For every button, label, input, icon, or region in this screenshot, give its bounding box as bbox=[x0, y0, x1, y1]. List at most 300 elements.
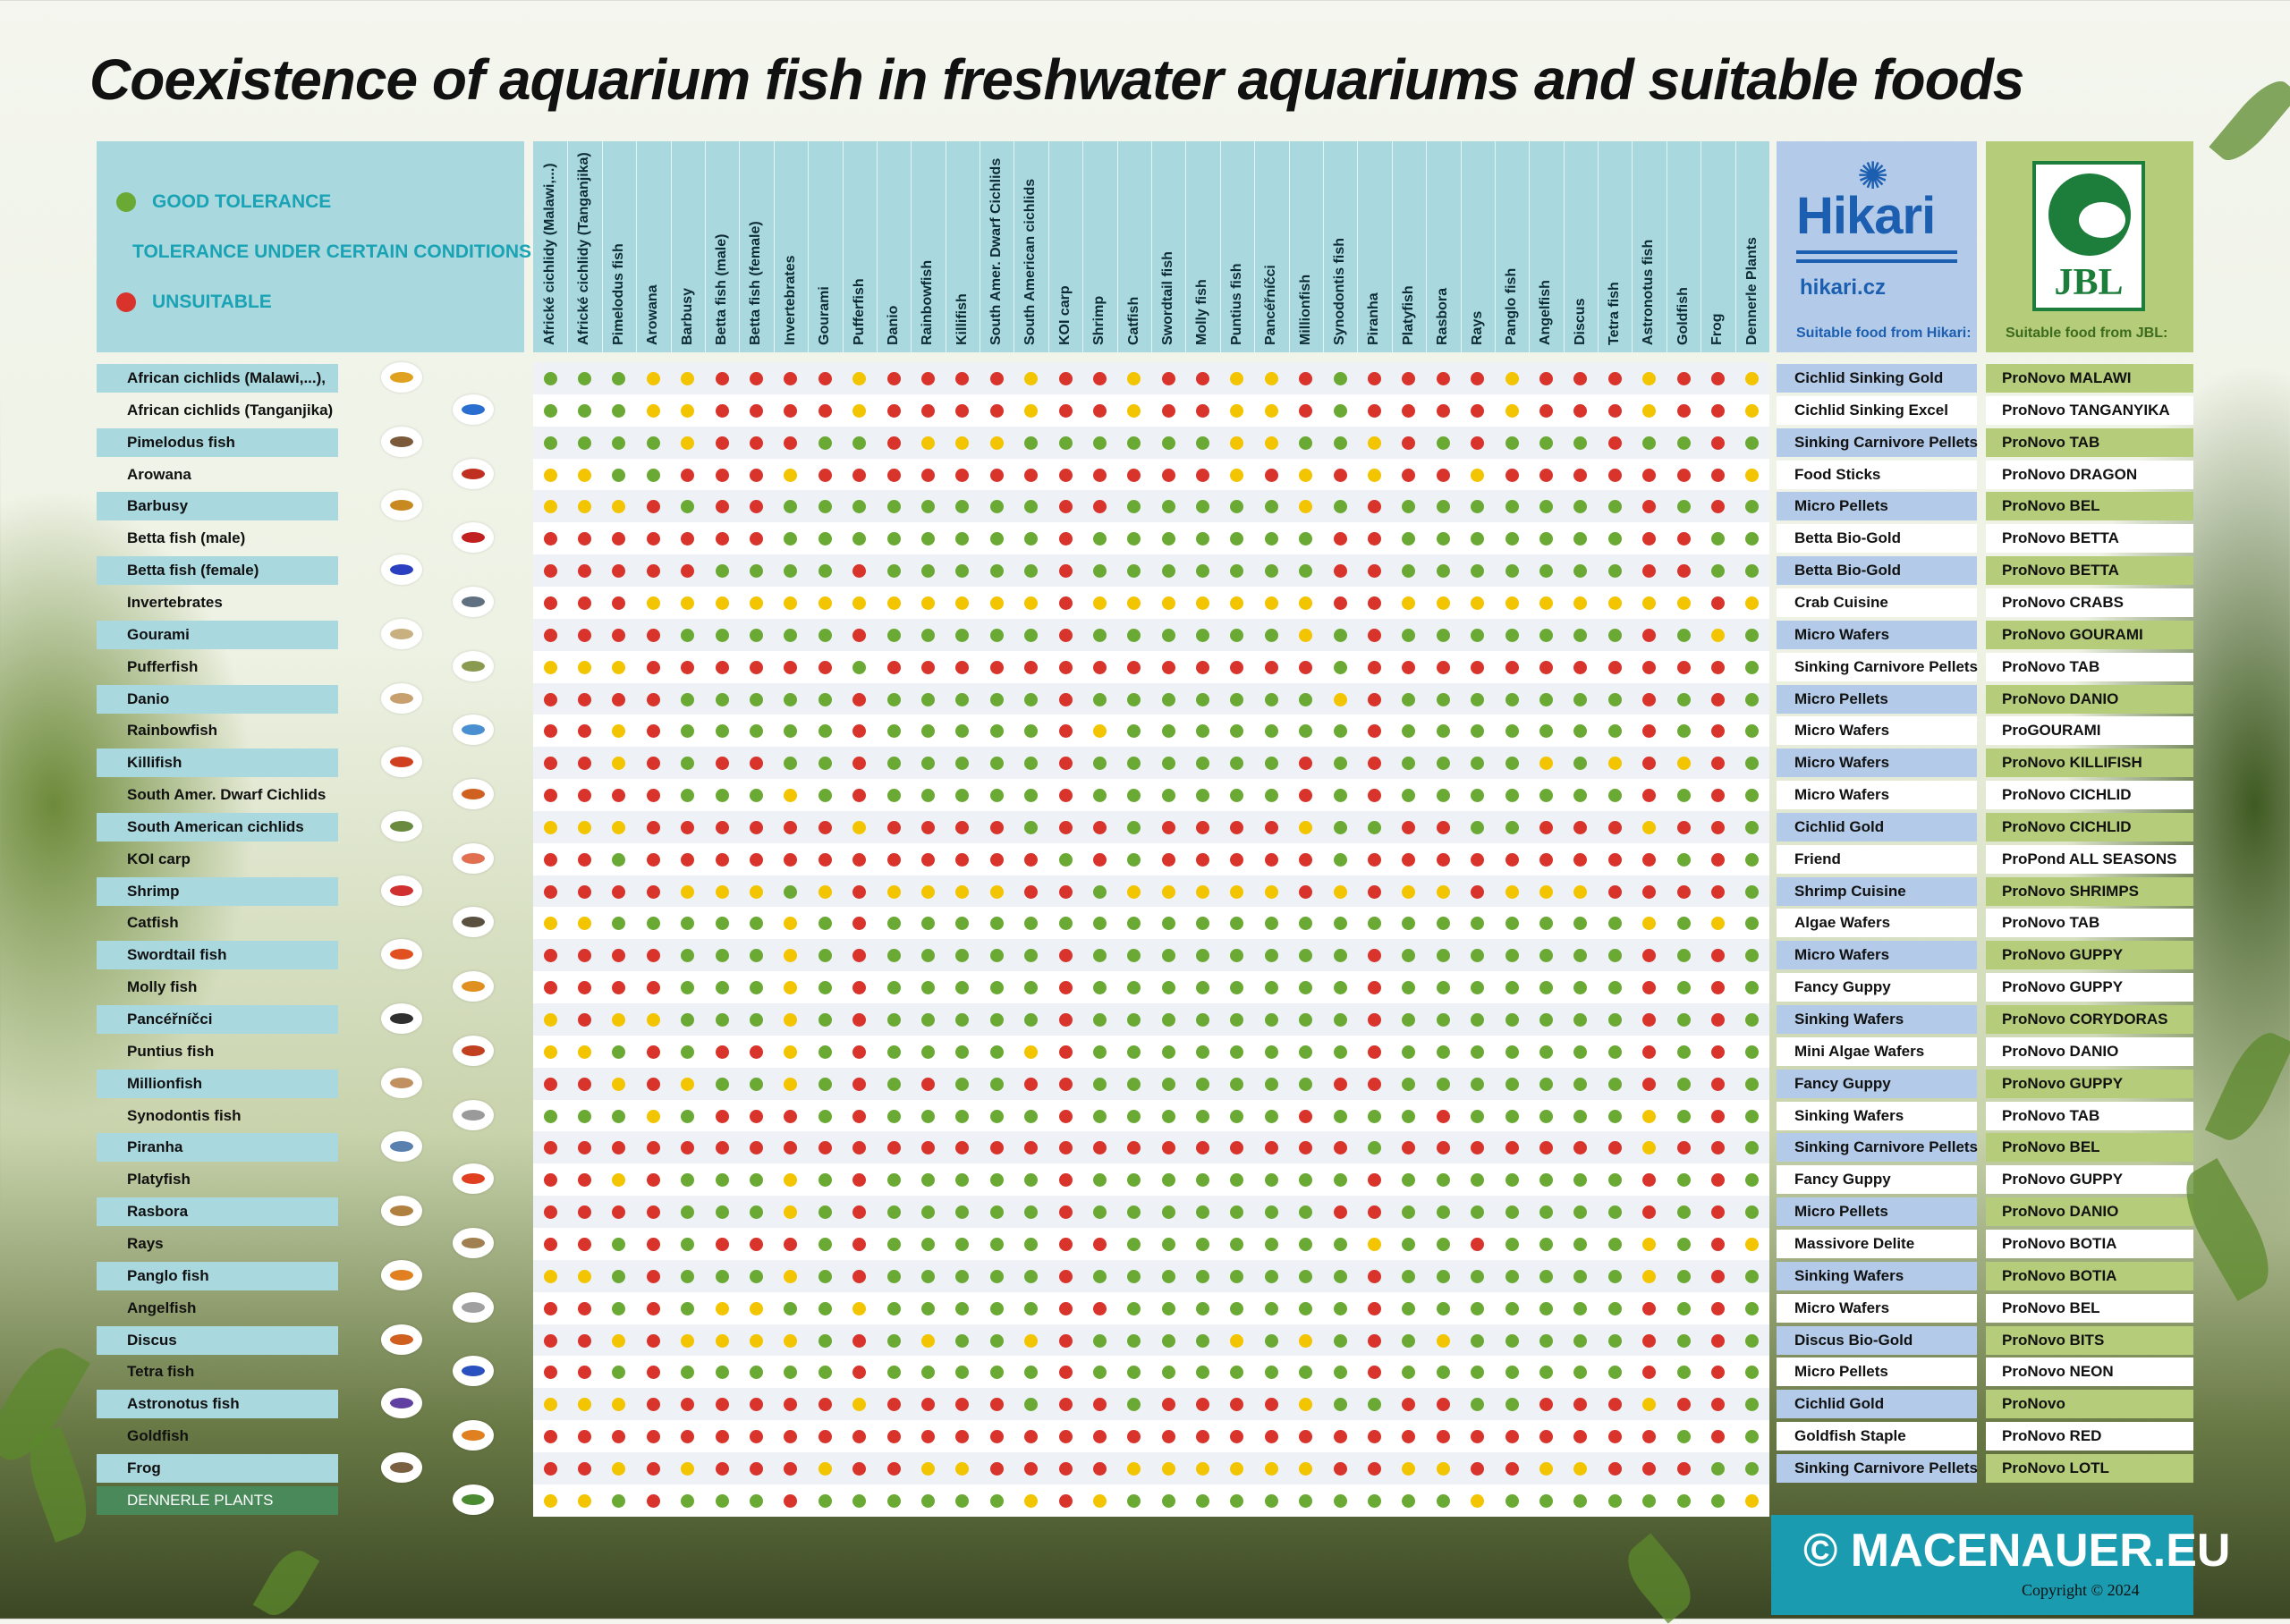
tolerance-dot bbox=[1299, 724, 1312, 738]
tolerance-dot bbox=[1471, 853, 1484, 867]
tolerance-dot bbox=[955, 885, 969, 899]
tolerance-dot bbox=[1196, 1173, 1209, 1187]
tolerance-dot bbox=[612, 853, 625, 867]
tolerance-dot bbox=[1608, 1045, 1622, 1059]
tolerance-dot bbox=[1642, 1045, 1656, 1059]
tolerance-dot bbox=[1368, 1398, 1381, 1411]
tolerance-dot bbox=[955, 596, 969, 610]
tolerance-dot bbox=[1471, 1238, 1484, 1251]
tolerance-dot bbox=[1265, 1173, 1278, 1187]
column-header: Rays bbox=[1469, 310, 1485, 345]
tolerance-dot bbox=[681, 1270, 694, 1283]
tolerance-dot bbox=[1402, 1013, 1415, 1027]
tolerance-dot bbox=[1230, 1398, 1243, 1411]
tolerance-dot bbox=[1402, 693, 1415, 706]
tolerance-dot bbox=[990, 789, 1004, 802]
tolerance-dot bbox=[887, 917, 901, 930]
compatibility-cells bbox=[533, 683, 1769, 715]
tolerance-dot bbox=[1471, 1366, 1484, 1379]
tolerance-dot bbox=[1162, 596, 1175, 610]
tolerance-dot bbox=[818, 885, 832, 899]
tolerance-dot bbox=[1539, 1205, 1553, 1219]
tolerance-dot bbox=[818, 1013, 832, 1027]
tolerance-dot bbox=[1230, 1205, 1243, 1219]
compatibility-cells bbox=[533, 1228, 1769, 1260]
tolerance-dot bbox=[1334, 981, 1347, 994]
tolerance-dot bbox=[852, 1334, 866, 1348]
tolerance-dot bbox=[612, 757, 625, 770]
tolerance-dot bbox=[1265, 757, 1278, 770]
tolerance-dot bbox=[1608, 1110, 1622, 1123]
tolerance-dot bbox=[1573, 821, 1587, 834]
tolerance-dot bbox=[955, 1302, 969, 1315]
tolerance-dot bbox=[887, 1045, 901, 1059]
tolerance-dot bbox=[681, 1205, 694, 1219]
tolerance-dot bbox=[1677, 661, 1691, 674]
tolerance-dot bbox=[1299, 1078, 1312, 1091]
tolerance-dot bbox=[681, 372, 694, 385]
tolerance-dot bbox=[1230, 1302, 1243, 1315]
hikari-food: Food Sticks bbox=[1777, 461, 1977, 489]
tolerance-dot bbox=[852, 469, 866, 482]
tolerance-dot bbox=[1024, 596, 1038, 610]
tolerance-dot bbox=[1196, 885, 1209, 899]
tolerance-dot bbox=[818, 1494, 832, 1508]
tolerance-dot bbox=[1573, 1110, 1587, 1123]
tolerance-dot bbox=[784, 372, 797, 385]
tolerance-dot bbox=[681, 404, 694, 418]
tolerance-dot bbox=[578, 1302, 591, 1315]
tolerance-dot bbox=[1334, 1366, 1347, 1379]
tolerance-dot bbox=[852, 404, 866, 418]
tolerance-dot bbox=[852, 1173, 866, 1187]
tolerance-dot bbox=[1093, 821, 1107, 834]
tolerance-dot bbox=[1265, 1302, 1278, 1315]
tolerance-dot bbox=[1368, 1430, 1381, 1443]
tolerance-dot bbox=[1093, 596, 1107, 610]
tolerance-dot bbox=[1677, 1141, 1691, 1155]
fish-icon bbox=[381, 554, 422, 585]
tolerance-dot bbox=[1162, 1238, 1175, 1251]
tolerance-dot bbox=[1265, 404, 1278, 418]
tolerance-dot bbox=[784, 949, 797, 962]
tolerance-dot bbox=[887, 1078, 901, 1091]
tolerance-dot bbox=[612, 1110, 625, 1123]
table-row bbox=[97, 394, 2193, 427]
jbl-food: ProNovo DANIO bbox=[1986, 685, 2193, 714]
tolerance-dot bbox=[716, 532, 729, 546]
tolerance-dot bbox=[1573, 1205, 1587, 1219]
tolerance-dot bbox=[990, 949, 1004, 962]
tolerance-dot bbox=[1745, 629, 1759, 642]
tolerance-dot bbox=[784, 1430, 797, 1443]
tolerance-dot bbox=[1230, 372, 1243, 385]
tolerance-dot bbox=[1402, 1238, 1415, 1251]
tolerance-dot bbox=[1196, 1078, 1209, 1091]
hikari-caption: Suitable food from Hikari: bbox=[1796, 326, 1972, 341]
tolerance-dot bbox=[887, 757, 901, 770]
tolerance-dot bbox=[1402, 724, 1415, 738]
tolerance-dot bbox=[921, 1141, 935, 1155]
tolerance-dot bbox=[1265, 1398, 1278, 1411]
column-header: Danio bbox=[885, 305, 901, 345]
tolerance-dot bbox=[1162, 1141, 1175, 1155]
tolerance-dot bbox=[578, 1430, 591, 1443]
tolerance-dot bbox=[750, 1078, 763, 1091]
hikari-food: Cichlid Gold bbox=[1777, 813, 1977, 842]
tolerance-dot bbox=[681, 1078, 694, 1091]
jbl-food: ProNovo CRABS bbox=[1986, 588, 2193, 617]
jbl-food: ProNovo GUPPY bbox=[1986, 1165, 2193, 1194]
tolerance-dot bbox=[612, 1334, 625, 1348]
column-header: Platyfish bbox=[1400, 285, 1416, 345]
tolerance-dot bbox=[1539, 724, 1553, 738]
tolerance-dot bbox=[1368, 1366, 1381, 1379]
tolerance-dot bbox=[1127, 1141, 1141, 1155]
tolerance-dot bbox=[1437, 757, 1450, 770]
tolerance-dot bbox=[818, 372, 832, 385]
tolerance-dot bbox=[1573, 1494, 1587, 1508]
tolerance-dot bbox=[1573, 949, 1587, 962]
tolerance-dot bbox=[681, 1430, 694, 1443]
tolerance-dot bbox=[784, 1045, 797, 1059]
tolerance-dot bbox=[1368, 1078, 1381, 1091]
tolerance-dot bbox=[647, 853, 660, 867]
tolerance-dot bbox=[784, 661, 797, 674]
tolerance-dot bbox=[1402, 500, 1415, 513]
tolerance-dot bbox=[1642, 661, 1656, 674]
tolerance-dot bbox=[1162, 532, 1175, 546]
tolerance-dot bbox=[1334, 885, 1347, 899]
tolerance-dot bbox=[1024, 1494, 1038, 1508]
tolerance-dot bbox=[1402, 532, 1415, 546]
species-name: Pufferfish bbox=[127, 657, 199, 675]
tolerance-dot bbox=[1642, 1110, 1656, 1123]
tolerance-dot bbox=[1299, 469, 1312, 482]
tolerance-dot bbox=[1745, 469, 1759, 482]
tolerance-dot bbox=[578, 1013, 591, 1027]
fish-icon bbox=[381, 619, 422, 649]
tolerance-dot bbox=[681, 500, 694, 513]
tolerance-dot bbox=[784, 629, 797, 642]
tolerance-dot bbox=[1677, 469, 1691, 482]
tolerance-dot bbox=[612, 1366, 625, 1379]
tolerance-dot bbox=[544, 1398, 557, 1411]
tolerance-dot bbox=[887, 1462, 901, 1476]
tolerance-dot bbox=[1711, 1430, 1725, 1443]
tolerance-dot bbox=[1162, 1430, 1175, 1443]
tolerance-dot bbox=[784, 1398, 797, 1411]
tolerance-dot bbox=[1539, 469, 1553, 482]
tolerance-dot bbox=[1677, 757, 1691, 770]
tolerance-dot bbox=[612, 724, 625, 738]
tolerance-dot bbox=[1471, 564, 1484, 578]
tolerance-dot bbox=[887, 1205, 901, 1219]
compatibility-cells bbox=[533, 939, 1769, 971]
tolerance-dot bbox=[784, 1110, 797, 1123]
tolerance-dot bbox=[1230, 629, 1243, 642]
tolerance-dot bbox=[1539, 1366, 1553, 1379]
tolerance-dot bbox=[1024, 1110, 1038, 1123]
tolerance-dot bbox=[1093, 372, 1107, 385]
tolerance-dot bbox=[681, 1173, 694, 1187]
tolerance-dot bbox=[716, 564, 729, 578]
table-row bbox=[97, 1068, 2193, 1100]
compatibility-cells bbox=[533, 1484, 1769, 1517]
jbl-food: ProNovo GUPPY bbox=[1986, 973, 2193, 1002]
fish-icon bbox=[381, 1324, 422, 1355]
tolerance-dot bbox=[852, 1430, 866, 1443]
table-row bbox=[97, 1036, 2193, 1068]
column-header: Astronotus fish bbox=[1641, 239, 1657, 345]
tolerance-dot bbox=[1093, 1205, 1107, 1219]
tolerance-dot bbox=[647, 789, 660, 802]
tolerance-dot bbox=[1024, 1270, 1038, 1283]
tolerance-dot bbox=[1196, 500, 1209, 513]
tolerance-dot bbox=[1539, 596, 1553, 610]
tolerance-dot bbox=[990, 661, 1004, 674]
tolerance-dot bbox=[1093, 1494, 1107, 1508]
tolerance-dot bbox=[1368, 1110, 1381, 1123]
compatibility-cells bbox=[533, 843, 1769, 875]
tolerance-dot bbox=[1642, 1302, 1656, 1315]
tolerance-dot bbox=[1573, 1430, 1587, 1443]
tolerance-dot bbox=[1711, 1398, 1725, 1411]
tolerance-dot bbox=[1024, 1205, 1038, 1219]
hikari-food: Goldfish Staple bbox=[1777, 1422, 1977, 1451]
tolerance-dot bbox=[1024, 1398, 1038, 1411]
table-row bbox=[97, 1228, 2193, 1260]
tolerance-dot bbox=[612, 1013, 625, 1027]
tolerance-dot bbox=[681, 596, 694, 610]
species-name: Piranha bbox=[97, 1133, 338, 1162]
tolerance-dot bbox=[852, 853, 866, 867]
tolerance-dot bbox=[578, 1173, 591, 1187]
tolerance-dot bbox=[1437, 1494, 1450, 1508]
tolerance-dot bbox=[1745, 981, 1759, 994]
column-header: Gourami bbox=[817, 286, 833, 345]
tolerance-dot bbox=[1539, 1334, 1553, 1348]
tolerance-dot bbox=[1368, 1238, 1381, 1251]
tolerance-dot bbox=[578, 693, 591, 706]
tolerance-dot bbox=[612, 821, 625, 834]
tolerance-dot bbox=[681, 1238, 694, 1251]
tolerance-dot bbox=[1196, 1366, 1209, 1379]
tolerance-dot bbox=[1608, 853, 1622, 867]
fish-icon bbox=[453, 779, 494, 809]
compatibility-cells bbox=[533, 1324, 1769, 1357]
tolerance-dot bbox=[1437, 917, 1450, 930]
tolerance-dot bbox=[1230, 1270, 1243, 1283]
tolerance-dot bbox=[1230, 661, 1243, 674]
tolerance-dot bbox=[818, 1078, 832, 1091]
tolerance-dot bbox=[1437, 629, 1450, 642]
tolerance-dot bbox=[578, 1078, 591, 1091]
compatibility-cells bbox=[533, 459, 1769, 491]
tolerance-dot bbox=[681, 853, 694, 867]
tolerance-dot bbox=[1059, 1205, 1073, 1219]
tolerance-dot bbox=[1539, 1494, 1553, 1508]
tolerance-dot bbox=[1677, 981, 1691, 994]
tolerance-dot bbox=[1334, 853, 1347, 867]
tolerance-dot bbox=[1162, 1078, 1175, 1091]
tolerance-dot bbox=[1059, 1078, 1073, 1091]
species-name: Danio bbox=[97, 685, 338, 714]
tolerance-dot bbox=[1437, 1398, 1450, 1411]
tolerance-dot bbox=[1642, 500, 1656, 513]
tolerance-dot bbox=[1539, 789, 1553, 802]
tolerance-dot bbox=[716, 724, 729, 738]
tolerance-dot bbox=[1745, 885, 1759, 899]
tolerance-dot bbox=[1745, 821, 1759, 834]
tolerance-dot bbox=[716, 1302, 729, 1315]
table-row bbox=[97, 1260, 2193, 1292]
tolerance-dot bbox=[1265, 1205, 1278, 1219]
table-row bbox=[97, 619, 2193, 651]
tolerance-dot bbox=[1230, 1334, 1243, 1348]
tolerance-dot bbox=[578, 372, 591, 385]
tolerance-dot bbox=[1642, 1366, 1656, 1379]
hikari-food: Micro Wafers bbox=[1777, 749, 1977, 777]
tolerance-dot bbox=[921, 885, 935, 899]
species-name: Pancéřníčci bbox=[97, 1005, 338, 1034]
tolerance-dot bbox=[1505, 821, 1519, 834]
tolerance-dot bbox=[1471, 1398, 1484, 1411]
tolerance-dot bbox=[1402, 629, 1415, 642]
tolerance-dot bbox=[1265, 1462, 1278, 1476]
tolerance-dot bbox=[1642, 1430, 1656, 1443]
tolerance-dot bbox=[1505, 1205, 1519, 1219]
tolerance-dot bbox=[852, 1205, 866, 1219]
tolerance-dot bbox=[716, 1398, 729, 1411]
tolerance-dot bbox=[750, 1462, 763, 1476]
tolerance-dot bbox=[716, 1078, 729, 1091]
tolerance-dot bbox=[612, 469, 625, 482]
tolerance-dot bbox=[1230, 693, 1243, 706]
table-row bbox=[97, 1420, 2193, 1452]
tolerance-dot bbox=[955, 724, 969, 738]
tolerance-dot bbox=[1471, 1141, 1484, 1155]
tolerance-dot bbox=[1127, 1013, 1141, 1027]
tolerance-dot bbox=[1059, 1238, 1073, 1251]
compatibility-cells bbox=[533, 490, 1769, 522]
fish-icon bbox=[453, 1163, 494, 1194]
tolerance-dot bbox=[1608, 404, 1622, 418]
tolerance-dot bbox=[1642, 596, 1656, 610]
tolerance-dot bbox=[1437, 532, 1450, 546]
species-name: Puntius fish bbox=[127, 1042, 215, 1060]
tolerance-dot bbox=[1608, 469, 1622, 482]
tolerance-dot bbox=[1505, 596, 1519, 610]
tolerance-dot bbox=[1573, 885, 1587, 899]
jbl-food: ProNovo GUPPY bbox=[1986, 1070, 2193, 1098]
tolerance-dot bbox=[578, 1205, 591, 1219]
tolerance-dot bbox=[1230, 1141, 1243, 1155]
tolerance-dot bbox=[544, 1494, 557, 1508]
tolerance-dot bbox=[1196, 981, 1209, 994]
tolerance-dot bbox=[1059, 1141, 1073, 1155]
tolerance-dot bbox=[921, 853, 935, 867]
tolerance-dot bbox=[1265, 1270, 1278, 1283]
tolerance-dot bbox=[921, 757, 935, 770]
tolerance-dot bbox=[1642, 1013, 1656, 1027]
tolerance-dot bbox=[716, 596, 729, 610]
tolerance-dot bbox=[1677, 1302, 1691, 1315]
tolerance-dot bbox=[578, 1045, 591, 1059]
tolerance-dot bbox=[1608, 1270, 1622, 1283]
tolerance-dot bbox=[990, 1270, 1004, 1283]
tolerance-dot bbox=[578, 1366, 591, 1379]
tolerance-dot bbox=[1573, 436, 1587, 450]
hikari-food: Micro Pellets bbox=[1777, 1197, 1977, 1226]
tolerance-dot bbox=[1127, 1045, 1141, 1059]
tolerance-dot bbox=[1265, 789, 1278, 802]
tolerance-dot bbox=[921, 436, 935, 450]
tolerance-dot bbox=[1299, 1173, 1312, 1187]
tolerance-dot bbox=[681, 1398, 694, 1411]
tolerance-dot bbox=[1677, 1205, 1691, 1219]
tolerance-dot bbox=[990, 564, 1004, 578]
tolerance-dot bbox=[1711, 564, 1725, 578]
hikari-logo: Hikari bbox=[1796, 187, 1936, 245]
tolerance-dot bbox=[1299, 949, 1312, 962]
tolerance-dot bbox=[1059, 885, 1073, 899]
tolerance-dot bbox=[1608, 1430, 1622, 1443]
tolerance-dot bbox=[1127, 500, 1141, 513]
tolerance-dot bbox=[1299, 1302, 1312, 1315]
tolerance-dot bbox=[784, 1173, 797, 1187]
tolerance-dot bbox=[1230, 757, 1243, 770]
tolerance-dot bbox=[990, 436, 1004, 450]
tolerance-dot bbox=[955, 1398, 969, 1411]
tolerance-dot bbox=[716, 661, 729, 674]
tolerance-dot bbox=[1608, 1334, 1622, 1348]
tolerance-dot bbox=[1677, 1013, 1691, 1027]
tolerance-dot bbox=[1230, 949, 1243, 962]
hikari-flower-icon: ✺ bbox=[1857, 155, 1889, 197]
tolerance-dot bbox=[784, 564, 797, 578]
hikari-food: Algae Wafers bbox=[1777, 909, 1977, 937]
tolerance-dot bbox=[955, 981, 969, 994]
column-header: Shrimp bbox=[1091, 295, 1107, 345]
tolerance-dot bbox=[1024, 949, 1038, 962]
tolerance-dot bbox=[1093, 469, 1107, 482]
tolerance-dot bbox=[1334, 1045, 1347, 1059]
tolerance-dot bbox=[852, 500, 866, 513]
tolerance-dot bbox=[1505, 1398, 1519, 1411]
tolerance-dot bbox=[818, 1045, 832, 1059]
tolerance-dot bbox=[1334, 500, 1347, 513]
tolerance-dot bbox=[681, 981, 694, 994]
tolerance-dot bbox=[612, 981, 625, 994]
tolerance-dot bbox=[716, 1238, 729, 1251]
tolerance-dot bbox=[544, 1110, 557, 1123]
compatibility-cells bbox=[533, 971, 1769, 1003]
tolerance-dot bbox=[647, 917, 660, 930]
tolerance-dot bbox=[1711, 532, 1725, 546]
tolerance-dot bbox=[1608, 724, 1622, 738]
tolerance-dot bbox=[921, 1238, 935, 1251]
tolerance-dot bbox=[1642, 629, 1656, 642]
tolerance-dot bbox=[1642, 532, 1656, 546]
tolerance-dot bbox=[544, 853, 557, 867]
species-name: DENNERLE PLANTS bbox=[97, 1486, 338, 1515]
tolerance-dot bbox=[1539, 917, 1553, 930]
tolerance-dot bbox=[1539, 1078, 1553, 1091]
hikari-wave-icon bbox=[1796, 250, 1957, 263]
tolerance-dot bbox=[1162, 629, 1175, 642]
tolerance-dot bbox=[1093, 629, 1107, 642]
